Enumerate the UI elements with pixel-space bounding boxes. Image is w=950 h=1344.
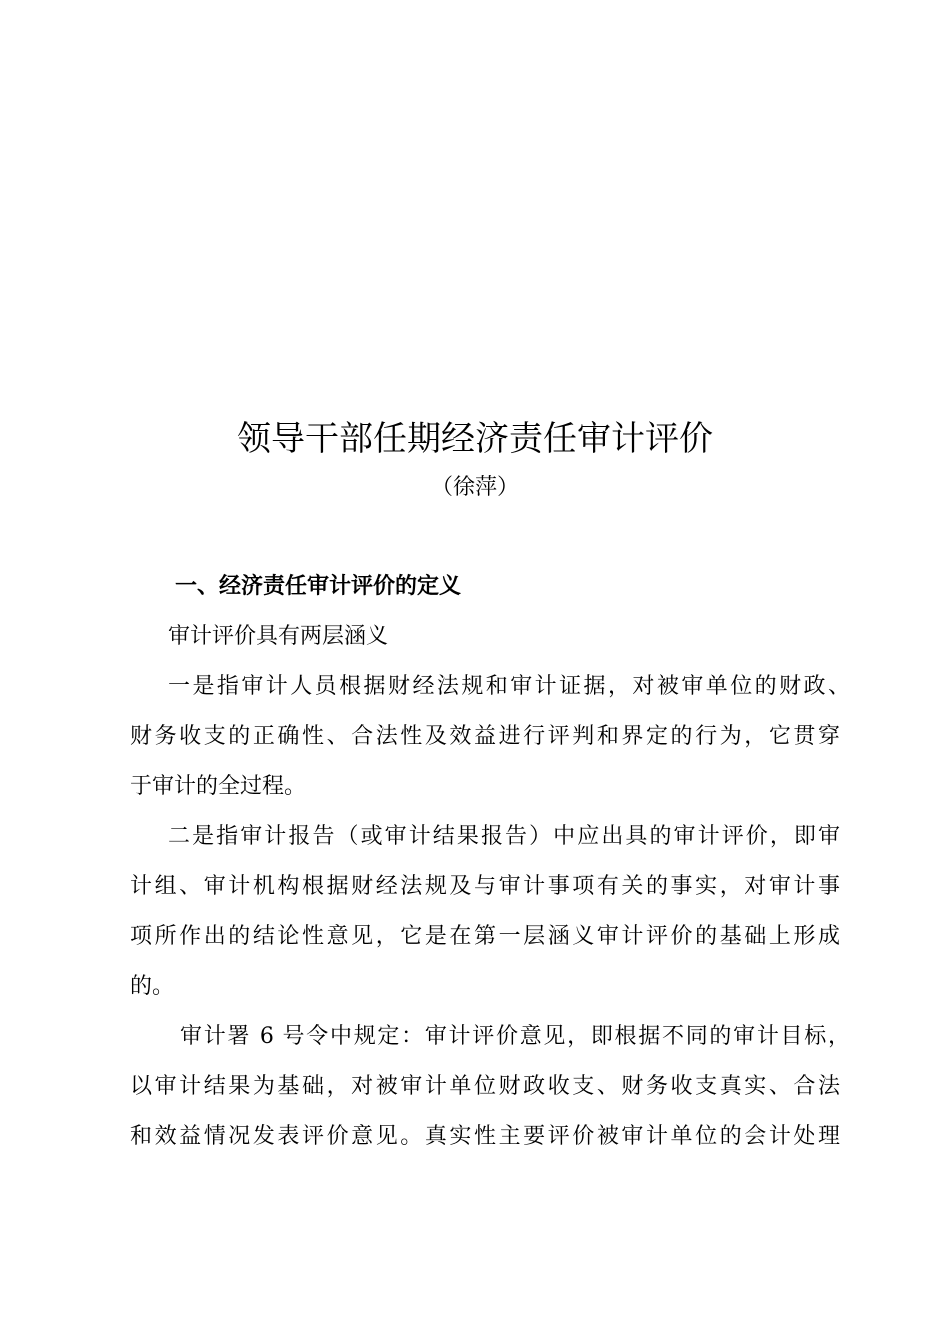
paragraph-line: 审计署 6 号令中规定：审计评价意见，即根据不同的审计目标， — [180, 1024, 850, 1049]
paragraph-line: 计组、审计机构根据财经法规及与审计事项有关的事实，对审计事 — [130, 874, 840, 899]
document-title: 领导干部任期经济责任审计评价 — [237, 419, 713, 459]
paragraph-line: 的。 — [130, 974, 175, 999]
paragraph-line: 以审计结果为基础，对被审计单位财政收支、财务收支真实、合法 — [130, 1074, 840, 1099]
paragraph-line: 项所作出的结论性意见，它是在第一层涵义审计评价的基础上形成 — [130, 924, 840, 949]
paragraph-line: 一是指审计人员根据财经法规和审计证据，对被审单位的财政、 — [168, 674, 850, 699]
paragraph-line: 财务收支的正确性、合法性及效益进行评判和界定的行为，它贯穿 — [130, 724, 840, 749]
paragraph-line: 二是指审计报告（或审计结果报告）中应出具的审计评价，即审 — [168, 824, 840, 849]
paragraph-line: 审计评价具有两层涵义 — [168, 624, 389, 649]
document-author: （徐萍） — [430, 475, 519, 500]
paragraph-line: 于审计的全过程。 — [130, 774, 307, 799]
paragraph-line: 和效益情况发表评价意见。真实性主要评价被审计单位的会计处理 — [130, 1124, 840, 1149]
section-heading: 一、经济责任审计评价的定义 — [175, 574, 462, 599]
